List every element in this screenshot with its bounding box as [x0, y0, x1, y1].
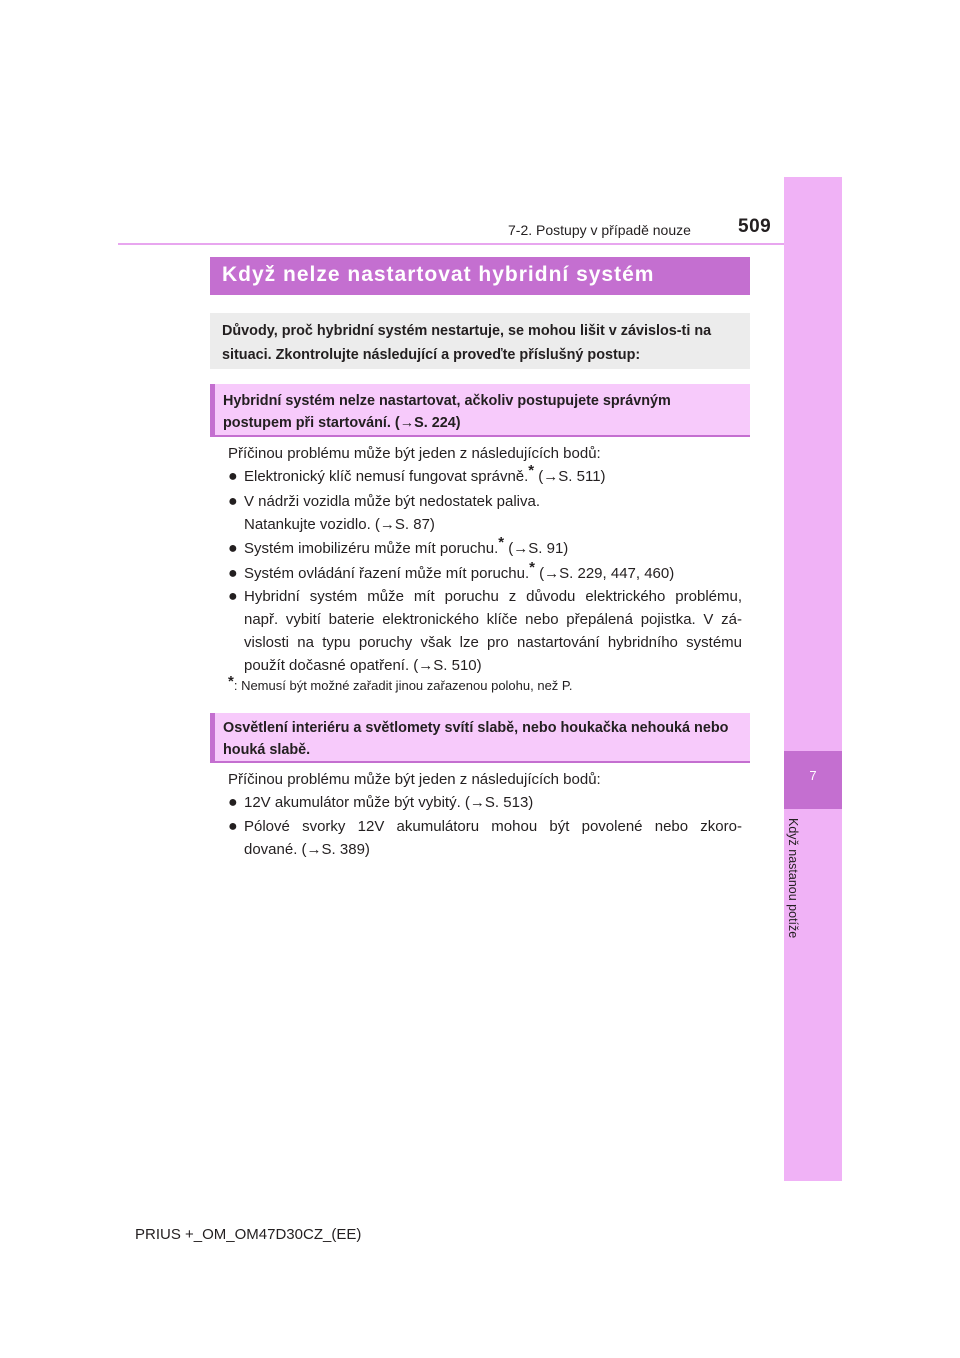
- footnote-text: : Nemusí být možné zařadit jinou zařazenou polohu, než P.: [233, 678, 573, 693]
- bullet-icon: ●: [228, 818, 238, 835]
- section1-cause-intro: Příčinou problému může být jeden z následujících bodů:: [228, 445, 601, 462]
- bullet-line: vislosti na typu poruchy však lze pro nastartování hybridního systému: [244, 634, 742, 651]
- bullet-icon: ●: [228, 493, 238, 510]
- bullet-icon: ●: [228, 540, 238, 557]
- bullet-text: V nádrži vozidla může být nedostatek paliva.: [244, 493, 540, 510]
- bullet-line: Hybridní systém může mít poruchu z důvodu elektrického problému,: [244, 588, 742, 605]
- bullet-line: použít dočasné opatření. (→S. 510): [244, 657, 482, 674]
- header-rule: [118, 243, 784, 245]
- chapter-title: Když nastanou potíže: [786, 818, 800, 939]
- bullet-text: 12V akumulátor může být vybitý. (→S. 513): [244, 794, 534, 811]
- bullet-subtext: Natankujte vozidlo. (→S. 87): [244, 516, 435, 533]
- bullet-line: dované. (→S. 389): [244, 841, 370, 858]
- list-item: [228, 815, 748, 863]
- bullet-line: Pólové svorky 12V akumulátoru mohou být povolené nebo zkoro-: [244, 818, 742, 835]
- section2-cause-intro: Příčinou problému může být jeden z následujících bodů:: [228, 771, 601, 788]
- chapter-number: 7: [809, 768, 817, 783]
- bullet-icon: ●: [228, 565, 238, 582]
- chapter-tab: [784, 177, 842, 1181]
- bullet-icon: ●: [228, 468, 238, 485]
- asterisk-mark: *: [529, 559, 535, 576]
- bullet-ref: (→S. 511): [534, 468, 606, 485]
- bullet-text: Systém imobilizéru může mít poruchu.: [244, 540, 499, 557]
- running-header-section: 7-2. Postupy v případě nouze: [508, 222, 691, 238]
- footnote: [228, 673, 573, 693]
- asterisk-mark: *: [528, 462, 535, 479]
- bullet-text: Systém ovládání řazení může mít poruchu.: [244, 565, 530, 582]
- bullet-icon: ●: [228, 794, 238, 811]
- section1-heading: Hybridní systém nelze nastartovat, ačkoliv postupujete správným postupem při startování. (→S. 224): [223, 393, 671, 431]
- bullet-text: Elektronický klíč nemusí fungovat správně.: [244, 468, 529, 485]
- list-item: [228, 585, 748, 681]
- footer-doc-code: PRIUS +_OM_OM47D30CZ_(EE): [135, 1226, 362, 1243]
- asterisk-mark: *: [498, 534, 505, 551]
- bullet-ref: (→S. 229, 447, 460): [534, 565, 675, 582]
- bullet-line: např. vybití baterie elektronického klíče nebo přepálená pojistka. V zá-: [244, 611, 742, 628]
- page-number: 509: [738, 216, 772, 237]
- section2-heading: Osvětlení interiéru a světlomety svítí slabě, nebo houkačka nehouká nebo houká slabě.: [223, 720, 729, 758]
- footnote-mark: *: [228, 673, 234, 690]
- page-title: Když nelze nastartovat hybridní systém: [222, 263, 655, 286]
- bullet-icon: ●: [228, 588, 238, 605]
- intro-text: Důvody, proč hybridní systém nestartuje, se mohou lišit v závislos-ti na situaci. Zkontrolujte následující a proveďte příslušný postup:: [222, 323, 712, 363]
- bullet-ref: (→S. 91): [504, 540, 569, 557]
